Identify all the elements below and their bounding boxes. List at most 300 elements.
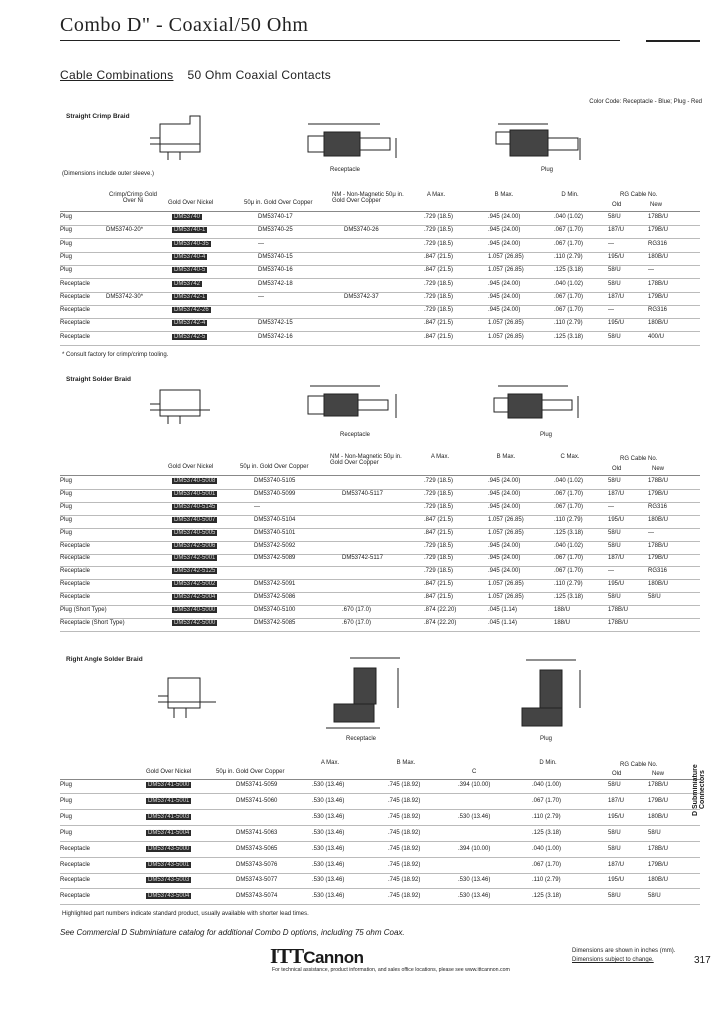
cell-c: .067 (1.70) bbox=[554, 490, 584, 497]
cell-a: .847 (21.5) bbox=[424, 267, 454, 274]
cell-old: 58/U bbox=[608, 829, 621, 836]
cell-type: Plug bbox=[60, 813, 73, 820]
cell-nm: DM53742-5117 bbox=[342, 555, 383, 562]
cell-type: Receptacle bbox=[60, 555, 91, 562]
cell-a: .729 (18.5) bbox=[424, 490, 454, 497]
cell-new: 58/U bbox=[648, 893, 661, 900]
cell-a: .847 (21.5) bbox=[424, 594, 454, 601]
color-code: Color Code: Receptacle - Blue; Plug - Red bbox=[589, 99, 702, 105]
cell-type: Plug bbox=[60, 503, 73, 510]
cell-b: .745 (18.92) bbox=[388, 861, 421, 868]
sec3-h-a: A Max. bbox=[320, 760, 340, 766]
row-rule bbox=[60, 888, 700, 889]
cell-a: .847 (21.5) bbox=[424, 320, 454, 327]
cell-new: 180B/U bbox=[648, 581, 669, 588]
cell-d: .067 (1.70) bbox=[554, 227, 584, 234]
cell-old: 187/U bbox=[608, 293, 625, 300]
cell-gn: DM53742-5000 bbox=[174, 619, 216, 626]
cell-nm: DM53740-26 bbox=[344, 227, 379, 234]
cell-old: 58/U bbox=[608, 267, 621, 274]
dims-note-1: Dimensions are shown in inches (mm). bbox=[572, 948, 676, 954]
cell-new: 180B/U bbox=[648, 516, 669, 523]
cell-type: Plug bbox=[60, 214, 73, 220]
cell-type: Receptacle (Short Type) bbox=[60, 619, 125, 626]
cell-type: Plug bbox=[60, 490, 73, 497]
cell-old: 187/U bbox=[608, 227, 625, 234]
cell-gn: DM53741-5004 bbox=[148, 829, 190, 836]
cell-nm: .670 (17.0) bbox=[342, 619, 372, 626]
cell-c: .394 (10.00) bbox=[458, 782, 491, 788]
cell-new: RG316 bbox=[648, 503, 668, 510]
cell-crimp: DM53742-30* bbox=[106, 293, 144, 300]
cell-c: .040 (1.02) bbox=[554, 542, 584, 549]
cell-old: — bbox=[608, 307, 614, 314]
sec2-plug-label: Plug bbox=[540, 432, 553, 438]
sec2-section-diagram bbox=[140, 380, 220, 426]
row-rule bbox=[60, 904, 700, 905]
row-rule bbox=[60, 825, 700, 826]
cell-d: .125 (3.18) bbox=[532, 829, 562, 836]
sec3-receptacle-drawing bbox=[320, 650, 420, 740]
cell-gn: DM53743-5000 bbox=[148, 845, 190, 852]
cell-b: .945 (24.00) bbox=[488, 503, 521, 510]
sec3-h-gold-nickel: Gold Over Nickel bbox=[146, 769, 192, 775]
cell-old: 178B/U bbox=[608, 619, 629, 626]
cell-c: .394 (10.00) bbox=[458, 845, 491, 852]
sec2-receptacle-label: Receptacle bbox=[340, 432, 371, 438]
cell-a: .530 (13.46) bbox=[312, 861, 345, 868]
cell-b: .945 (24.00) bbox=[488, 293, 521, 300]
cell-new: 178B/U bbox=[648, 782, 669, 788]
cell-a: .847 (21.5) bbox=[424, 581, 454, 588]
cell-gc: — bbox=[254, 503, 260, 510]
cell-b: 1.057 (26.85) bbox=[488, 594, 524, 601]
cell-new: — bbox=[648, 529, 654, 536]
cell-b: .945 (24.00) bbox=[488, 227, 521, 234]
cell-new: 179B/U bbox=[648, 490, 669, 497]
cell-old: 58/U bbox=[608, 478, 621, 484]
side-tab: D Subminiature Connectors bbox=[692, 764, 706, 816]
sec1-h-nm: NM - Non-Magnetic 50μ in. Gold Over Copper bbox=[332, 192, 404, 204]
sec3-h-gold-copper: 50μ in. Gold Over Copper bbox=[216, 769, 285, 775]
cell-d: .110 (2.79) bbox=[554, 253, 583, 260]
sec1-h-old: Old bbox=[612, 202, 622, 208]
cell-type: Receptacle bbox=[60, 861, 91, 868]
cell-a: .530 (13.46) bbox=[312, 782, 345, 788]
cell-c: 188/U bbox=[554, 619, 571, 626]
cell-new: 178B/U bbox=[648, 542, 669, 549]
cell-gn: DM53740-5145 bbox=[174, 503, 216, 510]
cell-type: Plug bbox=[60, 227, 73, 234]
cell-old: — bbox=[608, 568, 614, 575]
cell-gc: DM53742-5085 bbox=[254, 619, 296, 626]
cell-new: 180B/U bbox=[648, 253, 669, 260]
sec3-plug-drawing bbox=[506, 652, 606, 738]
cell-gc: DM53742-15 bbox=[258, 320, 293, 327]
cell-old: 58/U bbox=[608, 893, 621, 900]
cell-gc: DM53740-5100 bbox=[254, 607, 296, 613]
cell-c: .125 (3.18) bbox=[554, 594, 584, 601]
sec1-h-gold-nickel: Gold Over Nickel bbox=[168, 200, 214, 206]
cell-gc: DM53740-5099 bbox=[254, 490, 296, 497]
sec1-h-d: D Min. bbox=[561, 192, 579, 198]
cell-type: Receptacle bbox=[60, 333, 91, 340]
sec1-h-new: New bbox=[650, 202, 663, 208]
sec2-h-nm: NM - Non-Magnetic 50μ in. Gold Over Copper bbox=[330, 454, 402, 466]
cell-gc: — bbox=[258, 293, 264, 300]
sec3-header-rule bbox=[60, 779, 700, 780]
row-rule bbox=[60, 793, 700, 794]
cell-a: .530 (13.46) bbox=[312, 813, 345, 820]
cell-new: RG316 bbox=[648, 568, 668, 575]
dims-note-2: Dimensions subject to change. bbox=[572, 957, 654, 963]
cell-a: .530 (13.46) bbox=[312, 797, 345, 804]
cell-d: .110 (2.79) bbox=[532, 877, 561, 884]
cell-gc: DM53742-18 bbox=[258, 280, 293, 287]
cell-gn: DM53740-5007 bbox=[174, 516, 216, 523]
cell-a: .847 (21.5) bbox=[424, 253, 454, 260]
cell-new: 180B/U bbox=[648, 877, 669, 884]
cell-type: Receptacle bbox=[60, 320, 91, 327]
cell-new: 180B/U bbox=[648, 813, 669, 820]
cell-c: .110 (2.79) bbox=[554, 516, 583, 523]
cell-d: .110 (2.79) bbox=[532, 813, 561, 820]
cell-old: 187/U bbox=[608, 861, 625, 868]
title-rule bbox=[60, 40, 620, 41]
cell-gn: DM53740-35 bbox=[174, 240, 209, 247]
cell-a: .847 (21.5) bbox=[424, 516, 454, 523]
cell-gn: DM53740 bbox=[174, 214, 201, 220]
cell-new: RG316 bbox=[648, 240, 668, 247]
row-rule bbox=[60, 631, 700, 632]
sec1-h-b: B Max. bbox=[494, 192, 514, 198]
cell-d: .125 (3.18) bbox=[554, 267, 584, 274]
row-rule bbox=[60, 857, 700, 858]
cell-gn: DM53742-5001 bbox=[174, 555, 216, 562]
cell-gn: DM53740-5001 bbox=[174, 490, 216, 497]
cell-new: 179B/U bbox=[648, 555, 669, 562]
cell-new: 178B/U bbox=[648, 280, 669, 287]
sec2-h-gold-copper: 50μ in. Gold Over Copper bbox=[240, 464, 309, 470]
cell-type: Plug bbox=[60, 829, 73, 836]
cell-gc: DM53741-5060 bbox=[236, 797, 278, 804]
contact-line: For technical assistance, product information, and sales office locations, please see www.ittcannon.com bbox=[272, 967, 510, 973]
cell-b: .745 (18.92) bbox=[388, 893, 421, 900]
cell-a: .729 (18.5) bbox=[424, 542, 454, 549]
cell-gn: DM53740-4 bbox=[174, 253, 206, 260]
cell-nm: DM53742-37 bbox=[344, 293, 379, 300]
cell-b: 1.057 (26.85) bbox=[488, 581, 524, 588]
cell-nm: .670 (17.0) bbox=[342, 607, 372, 613]
section-heading: Cable Combinations 50 Ohm Coaxial Contacts bbox=[60, 68, 332, 82]
cell-a: .530 (13.46) bbox=[312, 829, 345, 836]
cell-gn: DM53742-5125 bbox=[174, 568, 216, 575]
cell-c: 188/U bbox=[554, 607, 571, 613]
cell-b: .945 (24.00) bbox=[488, 568, 521, 575]
cell-gc: DM53743-5074 bbox=[236, 893, 278, 900]
cell-c: .040 (1.02) bbox=[554, 478, 584, 484]
cell-gc: DM53740-16 bbox=[258, 267, 293, 274]
itt-cannon-logo: ITTCannon bbox=[270, 944, 364, 968]
cell-gn: DM53740-5000 bbox=[174, 607, 216, 613]
sec1-receptacle-drawing bbox=[300, 118, 420, 166]
cell-d: .067 (1.70) bbox=[532, 861, 562, 868]
sec1-h-gold-copper: 50μ in. Gold Over Copper bbox=[244, 200, 313, 206]
sec1-title: Straight Crimp Braid bbox=[66, 113, 130, 120]
sec2-h-new: New bbox=[652, 466, 665, 472]
cell-new: 178B/U bbox=[648, 478, 669, 484]
cell-new: 179B/U bbox=[648, 861, 669, 868]
cell-b: .045 (1.14) bbox=[488, 607, 518, 613]
cell-new: 179B/U bbox=[648, 293, 669, 300]
cell-gn: DM53743-5004 bbox=[148, 893, 190, 900]
cell-new: 179B/U bbox=[648, 227, 669, 234]
cell-gn: DM53743-5001 bbox=[148, 861, 190, 868]
cell-gc: DM53740-17 bbox=[258, 214, 293, 220]
cell-a: .729 (18.5) bbox=[424, 214, 454, 220]
cell-old: 178B/U bbox=[608, 607, 629, 613]
sec2-h-b: B Max. bbox=[496, 454, 516, 460]
sec2-h-old: Old bbox=[612, 466, 622, 472]
cell-a: .847 (21.5) bbox=[424, 529, 454, 536]
cell-b: .045 (1.14) bbox=[488, 619, 518, 626]
cell-gc: DM53742-5086 bbox=[254, 594, 296, 601]
cell-gc: DM53740-5101 bbox=[254, 529, 296, 536]
cell-type: Plug bbox=[60, 797, 73, 804]
sec1-receptacle-label: Receptacle bbox=[330, 167, 361, 173]
cell-old: 58/U bbox=[608, 214, 621, 220]
cell-old: 58/U bbox=[608, 280, 621, 287]
sec2-h-a: A Max. bbox=[430, 454, 450, 460]
sec3-h-new: New bbox=[652, 771, 665, 777]
cell-type: Receptacle bbox=[60, 542, 91, 549]
cell-new: — bbox=[648, 267, 654, 274]
cell-a: .729 (18.5) bbox=[424, 503, 454, 510]
cell-gn: DM53742-5002 bbox=[174, 581, 216, 588]
cell-c: .530 (13.46) bbox=[458, 893, 491, 900]
cell-b: 1.057 (26.85) bbox=[488, 333, 524, 340]
row-rule bbox=[60, 841, 700, 842]
cell-gn: DM53741-5003 bbox=[148, 813, 190, 820]
cell-gn: DM53742-5004 bbox=[174, 594, 216, 601]
sec3-h-rg: RG Cable No. bbox=[620, 762, 658, 768]
cell-type: Receptacle bbox=[60, 293, 91, 300]
cell-new: 178B/U bbox=[648, 845, 669, 852]
cell-gn: DM53742-26 bbox=[174, 307, 209, 314]
cell-a: .729 (18.5) bbox=[424, 555, 454, 562]
cell-d: .125 (3.18) bbox=[532, 893, 562, 900]
cell-type: Receptacle bbox=[60, 581, 91, 588]
page-title: Combo D" - Coaxial/50 Ohm bbox=[60, 14, 309, 36]
cell-old: 195/U bbox=[608, 253, 625, 260]
sec1-h-crimp: Crimp/Crimp Gold Over Ni bbox=[108, 192, 157, 204]
cell-type: Plug bbox=[60, 253, 73, 260]
cell-old: 58/U bbox=[608, 333, 621, 340]
cell-gc: DM53742-5089 bbox=[254, 555, 296, 562]
cell-gc: DM53742-5092 bbox=[254, 542, 296, 549]
cell-a: .729 (18.5) bbox=[424, 240, 454, 247]
sec2-receptacle-drawing bbox=[296, 378, 416, 428]
cell-new: 58/U bbox=[648, 829, 661, 836]
cell-a: .874 (22.20) bbox=[424, 619, 457, 626]
cell-type: Plug (Short Type) bbox=[60, 607, 107, 613]
cell-gn: DM53742-1 bbox=[174, 293, 206, 300]
cell-old: 195/U bbox=[608, 877, 625, 884]
cell-a: .530 (13.46) bbox=[312, 845, 345, 852]
cell-a: .729 (18.5) bbox=[424, 280, 454, 287]
cell-c: .067 (1.70) bbox=[554, 503, 584, 510]
cell-d: .067 (1.70) bbox=[554, 307, 584, 314]
cell-new: RG316 bbox=[648, 307, 668, 314]
cell-b: .945 (24.00) bbox=[488, 478, 521, 484]
cell-c: .530 (13.46) bbox=[458, 877, 491, 884]
sec2-h-rg: RG Cable No. bbox=[620, 456, 658, 462]
cell-a: .729 (18.5) bbox=[424, 227, 454, 234]
sec1-h-rg: RG Cable No. bbox=[620, 192, 658, 198]
cell-gn: DM53742-5006 bbox=[174, 542, 216, 549]
cell-d: .040 (1.00) bbox=[532, 782, 562, 788]
cell-type: Receptacle bbox=[60, 307, 91, 314]
cell-d: .040 (1.02) bbox=[554, 214, 584, 220]
cell-d: .067 (1.70) bbox=[554, 293, 584, 300]
sec2-header-rule bbox=[60, 475, 700, 476]
cell-old: 58/U bbox=[608, 782, 621, 788]
cell-old: 195/U bbox=[608, 813, 625, 820]
cell-b: .945 (24.00) bbox=[488, 214, 521, 220]
cell-type: Receptacle bbox=[60, 594, 91, 601]
cell-gc: DM53743-5065 bbox=[236, 845, 278, 852]
cell-a: .729 (18.5) bbox=[424, 307, 454, 314]
sec3-h-d: D Min. bbox=[539, 760, 557, 766]
cell-old: 58/U bbox=[608, 845, 621, 852]
cell-nm: DM53740-5117 bbox=[342, 490, 383, 497]
cell-d: .110 (2.79) bbox=[554, 320, 583, 327]
sec1-h-a: A Max. bbox=[426, 192, 446, 198]
cell-a: .530 (13.46) bbox=[312, 893, 345, 900]
cell-old: 187/U bbox=[608, 555, 625, 562]
row-rule bbox=[60, 345, 700, 346]
cell-b: .945 (24.00) bbox=[488, 280, 521, 287]
sec3-h-c: C bbox=[472, 769, 477, 775]
sec2-title: Straight Solder Braid bbox=[66, 376, 132, 383]
cell-old: 195/U bbox=[608, 581, 625, 588]
cell-old: 58/U bbox=[608, 594, 621, 601]
cell-b: .745 (18.92) bbox=[388, 813, 421, 820]
sec3-h-old: Old bbox=[612, 771, 622, 777]
cell-gn: DM53740-1 bbox=[174, 227, 206, 234]
cell-c: .530 (13.46) bbox=[458, 813, 491, 820]
cell-type: Receptacle bbox=[60, 893, 91, 900]
cell-a: .874 (22.20) bbox=[424, 607, 457, 613]
cell-c: .110 (2.79) bbox=[554, 581, 583, 588]
cell-gn: DM53740-5008 bbox=[174, 478, 216, 484]
cell-b: .745 (18.92) bbox=[388, 845, 421, 852]
cell-type: Plug bbox=[60, 240, 73, 247]
cell-a: .530 (13.46) bbox=[312, 877, 345, 884]
cell-gc: DM53743-5077 bbox=[236, 877, 278, 884]
sec2-h-gold-nickel: Gold Over Nickel bbox=[168, 464, 214, 470]
catalog-note: See Commercial D Subminiature catalog for additional Combo D options, including 75 ohm Coax. bbox=[60, 928, 405, 937]
cell-gc: DM53740-15 bbox=[258, 253, 293, 260]
cell-new: 58/U bbox=[648, 594, 661, 601]
sec2-h-c: C Max. bbox=[560, 454, 580, 460]
cell-a: .729 (18.5) bbox=[424, 568, 454, 575]
cell-gc: DM53741-5059 bbox=[236, 782, 278, 788]
cell-b: .745 (18.92) bbox=[388, 829, 421, 836]
cell-type: Receptacle bbox=[60, 877, 91, 884]
cell-b: 1.057 (26.85) bbox=[488, 253, 524, 260]
sec1-section-diagram bbox=[140, 114, 220, 164]
cell-new: 400/U bbox=[648, 333, 665, 340]
cell-new: 178B/U bbox=[648, 214, 669, 220]
cell-a: .729 (18.5) bbox=[424, 293, 454, 300]
cell-gc: DM53742-16 bbox=[258, 333, 293, 340]
cell-old: 195/U bbox=[608, 516, 625, 523]
cell-a: .847 (21.5) bbox=[424, 333, 454, 340]
cell-b: 1.057 (26.85) bbox=[488, 267, 524, 274]
cell-b: .945 (24.00) bbox=[488, 307, 521, 314]
cell-old: 187/U bbox=[608, 797, 625, 804]
sec3-title: Right Angle Solder Braid bbox=[66, 656, 143, 663]
cell-gn: DM53740-5 bbox=[174, 267, 206, 274]
cell-b: .745 (18.92) bbox=[388, 797, 421, 804]
cell-b: .745 (18.92) bbox=[388, 877, 421, 884]
cell-old: — bbox=[608, 240, 614, 247]
cell-c: .067 (1.70) bbox=[554, 568, 584, 575]
cell-gn: DM53742-5 bbox=[174, 333, 206, 340]
cell-new: 179B/U bbox=[648, 797, 669, 804]
cell-gc: — bbox=[258, 240, 264, 247]
cell-gc: DM53741-5063 bbox=[236, 829, 278, 836]
sec1-plug-label: Plug bbox=[541, 167, 554, 173]
cell-crimp: DM53740-20* bbox=[106, 227, 144, 234]
cell-b: .945 (24.00) bbox=[488, 542, 521, 549]
sec1-plug-drawing bbox=[488, 118, 598, 166]
title-rule-right bbox=[646, 40, 700, 42]
sec1-header-rule bbox=[60, 211, 700, 212]
cell-type: Receptacle bbox=[60, 280, 91, 287]
cell-type: Plug bbox=[60, 782, 73, 788]
cell-old: 195/U bbox=[608, 320, 625, 327]
row-rule bbox=[60, 873, 700, 874]
sec3-h-b: B Max. bbox=[396, 760, 416, 766]
cell-type: Receptacle bbox=[60, 568, 91, 575]
cell-gc: DM53743-5076 bbox=[236, 861, 278, 868]
cell-old: 187/U bbox=[608, 490, 625, 497]
cell-type: Plug bbox=[60, 267, 73, 274]
cell-b: 1.057 (26.85) bbox=[488, 320, 524, 327]
cell-gn: DM53740-5005 bbox=[174, 529, 216, 536]
cell-gc: DM53740-25 bbox=[258, 227, 293, 234]
cell-b: 1.057 (26.85) bbox=[488, 529, 524, 536]
sec3-plug-label: Plug bbox=[540, 736, 553, 742]
cell-b: 1.057 (26.85) bbox=[488, 516, 524, 523]
cell-d: .040 (1.00) bbox=[532, 845, 562, 852]
cell-gn: DM53742-4 bbox=[174, 320, 206, 327]
cell-old: — bbox=[608, 503, 614, 510]
cell-d: .040 (1.02) bbox=[554, 280, 584, 287]
cell-b: .745 (18.92) bbox=[388, 782, 421, 788]
sec3-receptacle-label: Receptacle bbox=[346, 736, 377, 742]
cell-type: Plug bbox=[60, 529, 73, 536]
cell-new: 180B/U bbox=[648, 320, 669, 327]
sec3-section-diagram bbox=[150, 670, 220, 722]
cell-d: .067 (1.70) bbox=[532, 797, 562, 804]
cell-type: Receptacle bbox=[60, 845, 91, 852]
cell-gc: DM53742-5091 bbox=[254, 581, 296, 588]
cell-d: .125 (3.18) bbox=[554, 333, 584, 340]
cell-gn: DM53743-5003 bbox=[148, 877, 190, 884]
